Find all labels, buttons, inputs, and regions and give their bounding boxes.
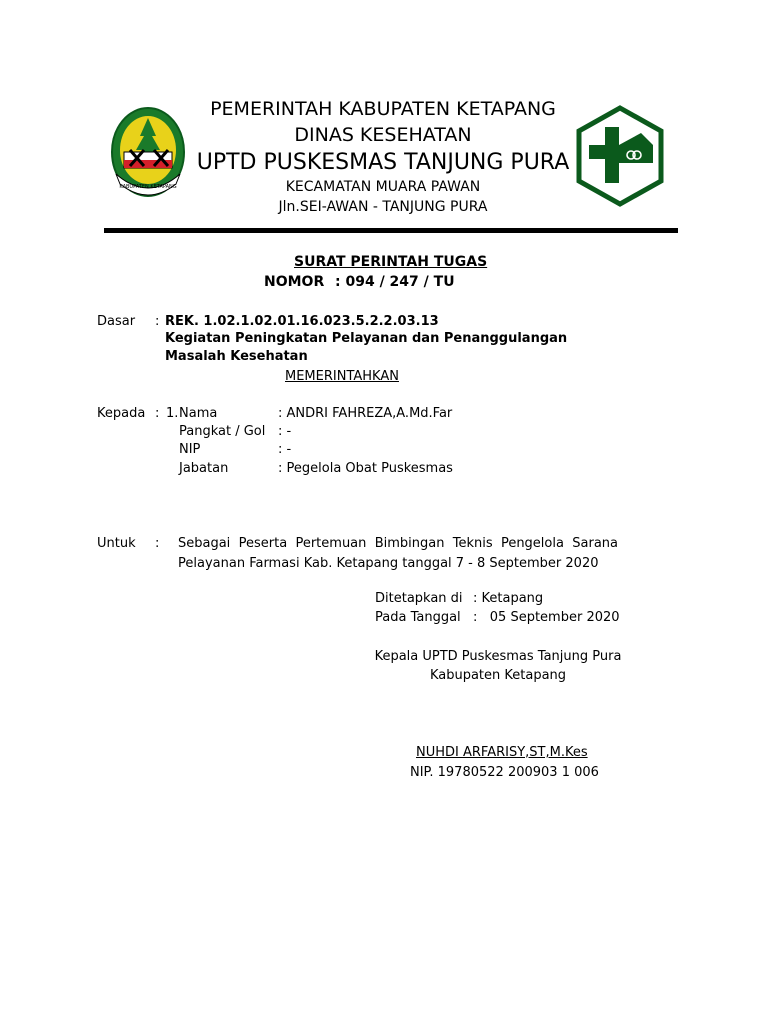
place-label: Ditetapkan di — [375, 591, 463, 606]
field-value-nama: : ANDRI FAHREZA,A.Md.Far — [278, 406, 453, 421]
untuk-label: Untuk — [97, 536, 136, 551]
dasar-colon: : — [155, 314, 160, 329]
field-label-nama: Nama — [179, 406, 218, 421]
dasar-reference: REK. 1.02.1.02.01.16.023.5.2.2.03.13 — [165, 314, 439, 329]
signatory-name: NUHDI ARFARISY,ST,M.Kes — [416, 745, 588, 760]
header-puskesmas: UPTD PUSKESMAS TANJUNG PURA — [196, 150, 570, 175]
kepada-label: Kepada — [97, 406, 146, 421]
field-label-jabatan: Jabatan — [179, 461, 229, 476]
puskesmas-logo — [575, 105, 665, 207]
date-value: : 05 September 2020 — [473, 610, 620, 625]
untuk-text-line1: Sebagai Peserta Pertemuan Bimbingan Teknis Pengelola Sarana — [178, 536, 618, 551]
signatory-title-region: Kabupaten Ketapang — [429, 668, 567, 683]
header-district: KECAMATAN MUARA PAWAN — [285, 179, 481, 195]
document-number-label: NOMOR — [264, 274, 325, 290]
untuk-colon: : — [155, 536, 160, 551]
dasar-activity: Kegiatan Peningkatan Pelayanan dan Penanggulangan — [165, 331, 568, 346]
kepada-number: 1. — [166, 406, 179, 421]
header-government: PEMERINTAH KABUPATEN KETAPANG — [210, 98, 556, 120]
dasar-activity-cont: Masalah Kesehatan — [165, 349, 308, 364]
field-value-jabatan: : Pegelola Obat Puskesmas — [278, 461, 453, 476]
signatory-nip: NIP. 19780522 200903 1 006 — [410, 765, 599, 780]
kabupaten-ketapang-logo — [110, 106, 186, 202]
place-value: : Ketapang — [473, 591, 544, 606]
field-label-nip: NIP — [179, 442, 201, 457]
document-title: SURAT PERINTAH TUGAS — [294, 254, 488, 270]
header-divider — [104, 228, 678, 233]
dasar-label: Dasar — [97, 314, 136, 329]
untuk-text-line2: Pelayanan Farmasi Kab. Ketapang tanggal 7 - 8 September 2020 — [178, 556, 599, 571]
date-label: Pada Tanggal — [375, 610, 461, 625]
field-value-nip: : - — [278, 442, 292, 457]
field-label-pangkat: Pangkat / Gol — [179, 424, 266, 439]
header-address: Jln.SEI-AWAN - TANJUNG PURA — [278, 199, 488, 215]
svg-text:KABUPATEN KETAPANG: KABUPATEN KETAPANG — [119, 184, 177, 190]
field-value-pangkat: : - — [278, 424, 292, 439]
memerintahkan-heading: MEMERINTAHKAN — [285, 369, 399, 384]
header-department: DINAS KESEHATAN — [294, 124, 472, 146]
kepada-colon: : — [155, 406, 160, 421]
signatory-title: Kepala UPTD Puskesmas Tanjung Pura — [374, 649, 622, 664]
document-number: : 094 / 247 / TU — [335, 274, 455, 290]
